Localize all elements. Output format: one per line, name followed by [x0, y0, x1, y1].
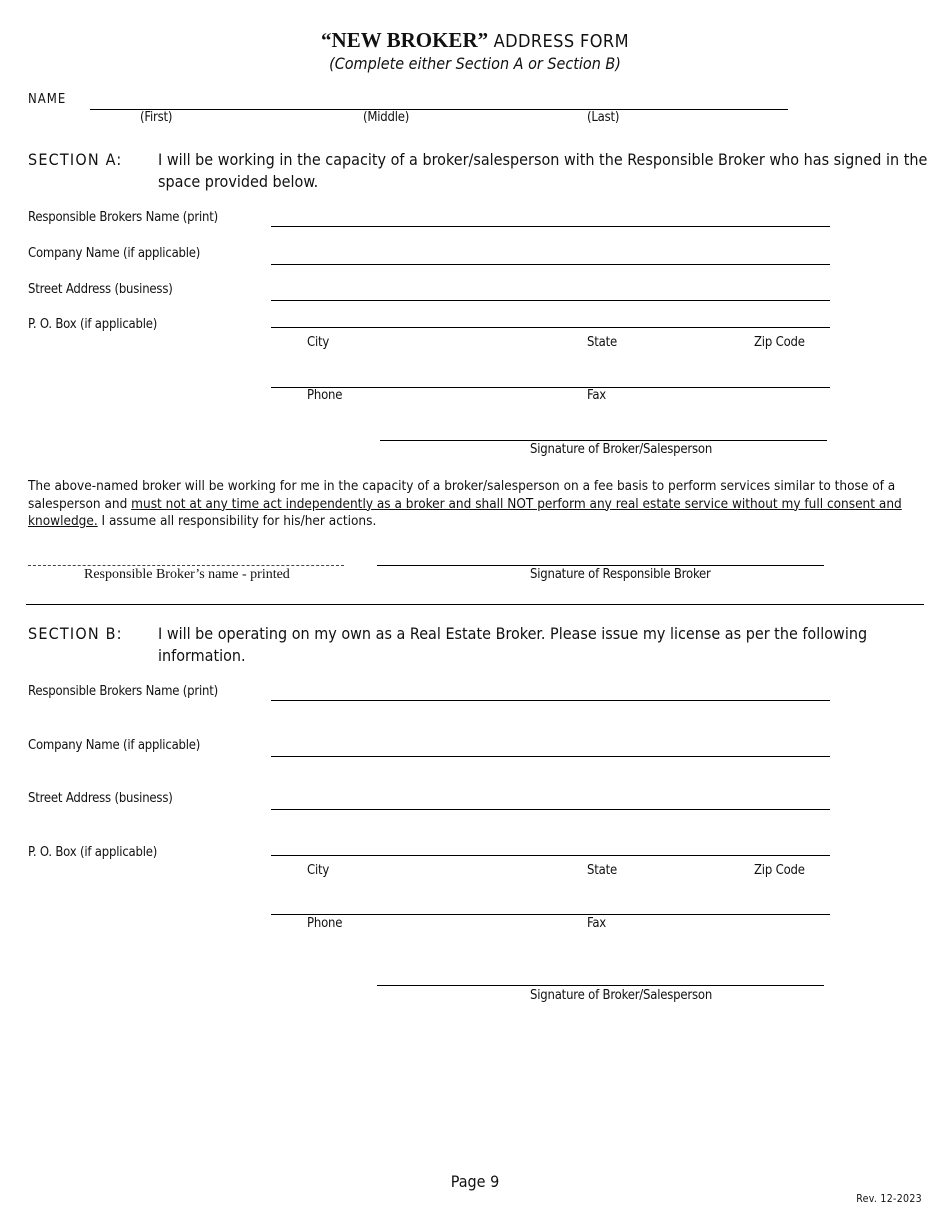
a-city-state-zip-field[interactable] — [271, 387, 830, 388]
name-last-label: (Last) — [587, 110, 620, 125]
section-a-heading: SECTION A: — [28, 150, 123, 169]
b-company-label: Company Name (if applicable) — [28, 738, 201, 753]
title-rest: ADDRESS FORM — [493, 31, 629, 52]
a-pobox-field[interactable] — [271, 327, 830, 328]
b-phone-label: Phone — [307, 916, 343, 931]
section-a-intro: I will be working in the capacity of a broker/salesperson with the Responsible Broker who has signed in the space provided below. — [158, 150, 928, 191]
name-middle-label: (Middle) — [363, 110, 410, 125]
form-title — [0, 28, 950, 53]
b-pobox-label: P. O. Box (if applicable) — [28, 845, 158, 860]
b-responsible-broker-label: Responsible Brokers Name (print) — [28, 684, 219, 699]
a-company-field[interactable] — [271, 264, 830, 265]
a-para-underlined: must not at any time act independently as a broker and shall NOT perform any real estate service without my full consent and knowledge. — [28, 495, 902, 529]
name-input-line[interactable] — [90, 109, 788, 110]
a-zip-label: Zip Code — [754, 335, 805, 350]
a-responsible-broker-label: Responsible Brokers Name (print) — [28, 210, 219, 225]
b-zip-label: Zip Code — [754, 863, 805, 878]
a-broker-name-printed-label: Responsible Broker’s name - printed — [84, 567, 290, 582]
b-state-label: State — [587, 863, 617, 878]
a-consent-paragraph — [28, 478, 928, 531]
b-city-label: City — [307, 863, 330, 878]
a-signature-salesperson-field[interactable] — [380, 440, 827, 441]
form-subtitle: (Complete either Section A or Section B) — [329, 54, 621, 73]
a-para-start: The above-named broker will be working for me in the capacity of a broker/salesperson on a fee basis to perform services similar to those of a salesperson and — [28, 478, 896, 512]
name-label: NAME — [28, 92, 67, 107]
revision-label: Rev. 12-2023 — [856, 1193, 922, 1205]
a-pobox-label: P. O. Box (if applicable) — [28, 317, 158, 332]
b-fax-label: Fax — [587, 916, 607, 931]
b-street-label: Street Address (business) — [28, 791, 173, 806]
name-first-label: (First) — [140, 110, 173, 125]
b-pobox-field[interactable] — [271, 855, 830, 856]
a-street-label: Street Address (business) — [28, 282, 173, 297]
b-city-state-zip-field[interactable] — [271, 914, 830, 915]
section-divider — [26, 604, 924, 605]
a-responsible-broker-field[interactable] — [271, 226, 830, 227]
b-responsible-broker-field[interactable] — [271, 700, 830, 701]
a-para-end: I assume all responsibility for his/her actions. — [97, 513, 377, 529]
b-company-field[interactable] — [271, 756, 830, 757]
a-signature-salesperson-label: Signature of Broker/Salesperson — [530, 442, 713, 457]
a-broker-name-printed-field[interactable] — [28, 565, 344, 566]
a-phone-label: Phone — [307, 388, 343, 403]
title-bold: “NEW BROKER” — [321, 28, 489, 52]
a-street-field[interactable] — [271, 300, 830, 301]
a-signature-responsible-field[interactable] — [377, 565, 824, 566]
section-b-intro: I will be operating on my own as a Real Estate Broker. Please issue my license as per the following information. — [158, 624, 868, 665]
b-signature-salesperson-field[interactable] — [377, 985, 824, 986]
b-street-field[interactable] — [271, 809, 830, 810]
a-signature-responsible-label: Signature of Responsible Broker — [530, 567, 711, 582]
a-fax-label: Fax — [587, 388, 607, 403]
b-signature-salesperson-label: Signature of Broker/Salesperson — [530, 988, 713, 1003]
page-number: Page 9 — [450, 1172, 500, 1191]
section-b-heading: SECTION B: — [28, 624, 123, 643]
a-company-label: Company Name (if applicable) — [28, 246, 201, 261]
a-state-label: State — [587, 335, 617, 350]
a-city-label: City — [307, 335, 330, 350]
